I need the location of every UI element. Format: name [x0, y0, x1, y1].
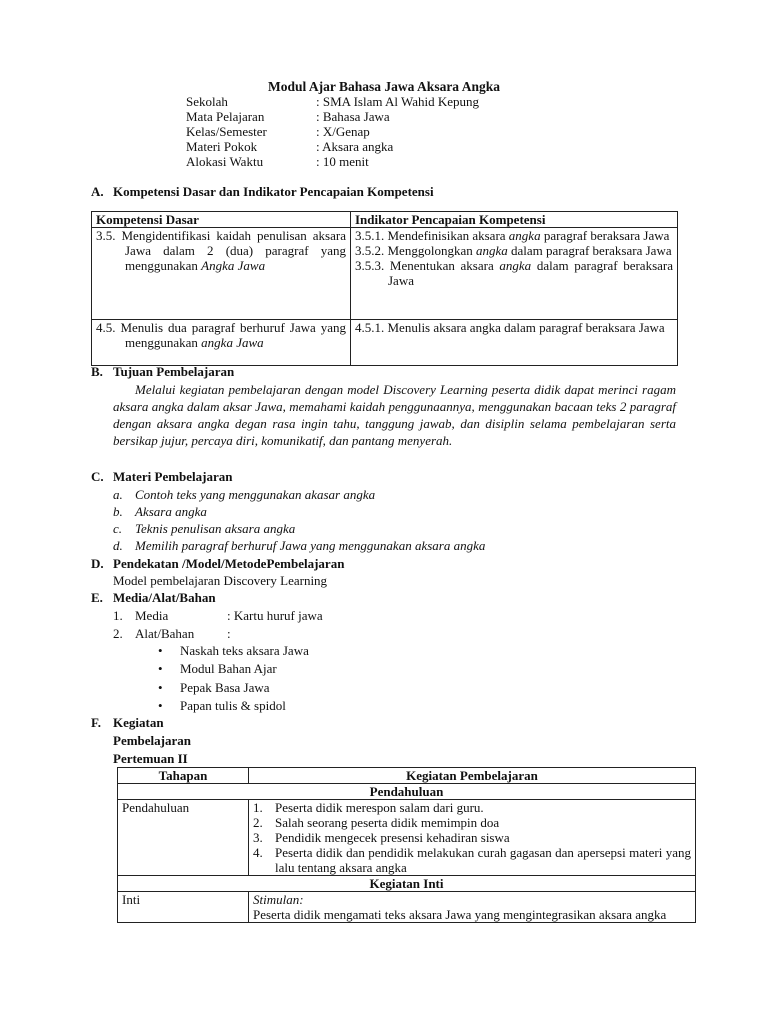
info-value: : Bahasa Jawa: [316, 109, 390, 124]
info-row-sekolah: [186, 94, 479, 109]
bullet-icon: •: [158, 661, 163, 676]
info-value: : Aksara angka: [316, 139, 394, 154]
pendahuluan-label: Pendahuluan: [118, 800, 249, 876]
pendahuluan-cell: [249, 800, 696, 876]
section-f-subtitle: Pembelajaran: [113, 733, 191, 748]
list-item: 3. Pendidik mengecek presensi kehadiran siswa: [253, 830, 510, 845]
section-title: Kegiatan: [113, 715, 164, 730]
section-number: F.: [91, 715, 101, 730]
info-key: Materi Pokok: [186, 139, 258, 154]
ipk-3-5-1: 3.5.1. Mendefinisikan aksara angka paragraf beraksara Jawa: [355, 228, 670, 243]
table-header: Tahapan: [118, 768, 249, 784]
materi-item: d. Memilih paragraf berhuruf Jawa yang menggunakan aksara angka: [113, 538, 486, 553]
alat-list-item: • Papan tulis & spidol: [158, 698, 286, 713]
inti-text: Peserta didik mengamati teks aksara Jawa yang mengintegrasikan aksara angka: [253, 907, 667, 922]
competency-table: [91, 211, 678, 366]
table-header: Kegiatan Pembelajaran: [249, 768, 696, 784]
inti-label: Inti: [118, 892, 249, 923]
section-number: E.: [91, 590, 103, 605]
inti-cell: [249, 892, 696, 923]
materi-item: b. Aksara angka: [113, 504, 207, 519]
bullet-icon: •: [158, 680, 163, 695]
info-row-waktu: [186, 154, 479, 169]
ipk-3-5-2: 3.5.2. Menggolongkan angka dalam paragraf beraksara Jawa: [355, 243, 672, 258]
info-row-materi: [186, 139, 479, 154]
section-number: A.: [91, 184, 104, 199]
table-cell: [351, 228, 678, 320]
alat-item: 2. Alat/Bahan :: [113, 626, 231, 641]
pendahuluan-header: Pendahuluan: [118, 784, 696, 800]
model-text: Model pembelajaran Discovery Learning: [113, 573, 328, 588]
section-title: Kompetensi Dasar dan Indikator Pencapaian Kompetensi: [113, 184, 434, 199]
list-item: 4. Peserta didik dan pendidik melakukan curah gagasan dan apersepsi materi yang lalu tentang aksara angka: [253, 845, 691, 875]
section-title: Tujuan Pembelajaran: [113, 364, 235, 379]
alat-list-item: • Naskah teks aksara Jawa: [158, 643, 309, 658]
bullet-icon: •: [158, 643, 163, 658]
materi-item: c. Teknis penulisan aksara angka: [113, 521, 296, 536]
table-cell: [92, 320, 351, 366]
table-cell: [92, 228, 351, 320]
section-number: B.: [91, 364, 103, 379]
media-item: 1. Media : Kartu huruf jawa: [113, 608, 323, 623]
materi-item: a. Contoh teks yang menggunakan akasar angka: [113, 487, 376, 502]
ipk-4-5-1: 4.5.1. Menulis aksara angka dalam paragraf beraksara Jawa: [355, 320, 665, 335]
list-item: 1. Peserta didik merespon salam dari guru.: [253, 800, 484, 815]
alat-list-item: • Pepak Basa Jawa: [158, 680, 270, 695]
kd-4-5: 4.5. Menulis dua paragraf berhuruf Jawa yang menggunakan angka Jawa: [96, 320, 346, 350]
stimulan-label: Stimulan:: [253, 892, 304, 907]
table-header: Kompetensi Dasar: [92, 212, 351, 228]
pertemuan-label: Pertemuan II: [113, 751, 188, 766]
alat-list-item: • Modul Bahan Ajar: [158, 661, 277, 676]
info-key: Alokasi Waktu: [186, 154, 264, 169]
section-number: D.: [91, 556, 104, 571]
list-item: 2. Salah seorang peserta didik memimpin doa: [253, 815, 500, 830]
section-number: C.: [91, 469, 104, 484]
inti-header: Kegiatan Inti: [118, 876, 696, 892]
info-key: Kelas/Semester: [186, 124, 267, 139]
kd-3-5: 3.5. Mengidentifikasi kaidah penulisan aksara Jawa dalam 2 (dua) paragraf yang menggunakan Angka Jawa: [96, 228, 346, 273]
section-f-heading: [91, 715, 164, 730]
table-cell: [351, 320, 678, 366]
info-value: : X/Genap: [316, 124, 370, 139]
info-value: : SMA Islam Al Wahid Kepung: [316, 94, 480, 109]
info-key: Mata Pelajaran: [186, 109, 265, 124]
section-c-heading: [91, 469, 232, 484]
page-title: Modul Ajar Bahasa Jawa Aksara Angka: [268, 79, 500, 94]
section-b-heading: [91, 364, 234, 379]
info-row-kelas: [186, 124, 479, 139]
section-e-heading: [91, 590, 216, 605]
table-header: Indikator Pencapaian Kompetensi: [351, 212, 678, 228]
section-a-heading: [91, 184, 434, 199]
info-block: [186, 94, 479, 169]
info-value: : 10 menit: [316, 154, 369, 169]
section-title: Materi Pembelajaran: [113, 469, 233, 484]
section-title: Media/Alat/Bahan: [113, 590, 216, 605]
info-row-mapel: [186, 109, 479, 124]
activity-table: [117, 767, 696, 923]
section-title: Pendekatan /Model/MetodePembelajaran: [113, 556, 345, 571]
bullet-icon: •: [158, 698, 163, 713]
tujuan-paragraph: Melalui kegiatan pembelajaran dengan model Discovery Learning peserta didik dapat merinci ragam aksara angka dalam aksar Jawa, memahami kaidah penggunaannya, menggunakan bacaan teks 2 paragraf dengan aksara angka degan rasa ingin tahu, tanggung jawab, dan disiplin selama pembelajaran serta bersikap jujur, percaya diri, komunikatif, dan pantang menyerah.: [113, 382, 676, 448]
section-d-heading: [91, 556, 344, 571]
ipk-3-5-3: 3.5.3. Menentukan aksara angka dalam paragraf beraksara Jawa: [355, 258, 673, 288]
info-key: Sekolah: [186, 94, 228, 109]
